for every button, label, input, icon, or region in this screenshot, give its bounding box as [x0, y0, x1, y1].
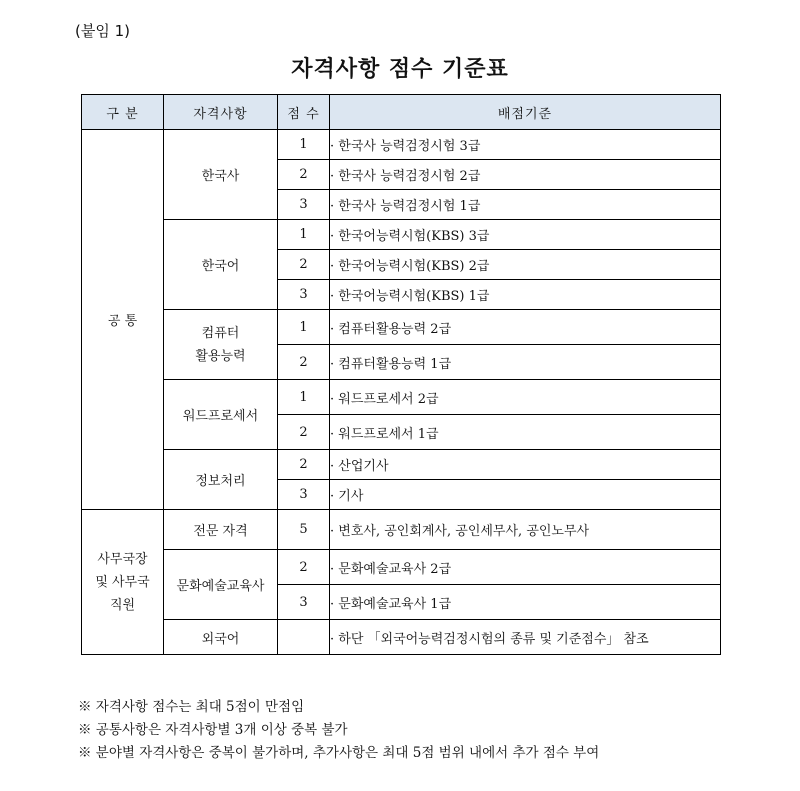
criteria-cell: · 한국사 능력검정시험 2급	[330, 160, 721, 190]
criteria-cell: · 한국어능력시험(KBS) 3급	[330, 220, 721, 250]
score-cell: 3	[278, 585, 330, 620]
table-row	[82, 620, 721, 655]
criteria-cell: · 하단 「외국어능력검정시험의 종류 및 기준점수」 참조	[330, 620, 721, 655]
score-cell: 2	[278, 160, 330, 190]
header-criteria: 배점기준	[330, 95, 721, 130]
table-row	[82, 310, 721, 345]
table-row	[82, 450, 721, 480]
category-secretariat-line2: 및 사무국	[95, 574, 150, 590]
header-category: 구 분	[82, 95, 164, 130]
criteria-cell: · 기사	[330, 480, 721, 510]
qualification-computer-line1: 컴퓨터	[201, 325, 240, 341]
criteria-cell: · 한국어능력시험(KBS) 1급	[330, 280, 721, 310]
qualification-info-processing: 정보처리	[164, 450, 278, 510]
criteria-cell: · 한국어능력시험(KBS) 2급	[330, 250, 721, 280]
page-title: 자격사항 점수 기준표	[291, 57, 509, 82]
criteria-cell: · 문화예술교육사 2급	[330, 550, 721, 585]
criteria-cell: · 문화예술교육사 1급	[330, 585, 721, 620]
score-cell: 3	[278, 280, 330, 310]
score-cell	[278, 620, 330, 655]
table-row	[82, 130, 721, 160]
criteria-cell: · 변호사, 공인회계사, 공인세무사, 공인노무사	[330, 510, 721, 550]
category-common: 공 통	[82, 130, 164, 510]
criteria-cell: · 워드프로세서 2급	[330, 380, 721, 415]
qualification-professional: 전문 자격	[164, 510, 278, 550]
qualification-computer	[164, 310, 278, 380]
criteria-cell: · 한국사 능력검정시험 3급	[330, 130, 721, 160]
category-secretariat	[82, 510, 164, 655]
table-row	[82, 220, 721, 250]
category-secretariat-line1: 사무국장	[97, 551, 148, 567]
header-score: 점 수	[278, 95, 330, 130]
note-item: ※ 공통사항은 자격사항별 3개 이상 중복 불가	[78, 722, 348, 738]
qualification-arts-educator: 문화예술교육사	[164, 550, 278, 620]
table-header-row	[82, 95, 721, 130]
criteria-cell: · 워드프로세서 1급	[330, 415, 721, 450]
note-item: ※ 자격사항 점수는 최대 5점이 만점임	[78, 699, 305, 715]
score-cell: 5	[278, 510, 330, 550]
criteria-cell: · 한국사 능력검정시험 1급	[330, 190, 721, 220]
score-cell: 1	[278, 380, 330, 415]
criteria-cell: · 컴퓨터활용능력 1급	[330, 345, 721, 380]
table-row	[82, 380, 721, 415]
score-cell: 1	[278, 220, 330, 250]
qualification-korean-history: 한국사	[164, 130, 278, 220]
score-cell: 2	[278, 550, 330, 585]
criteria-cell: · 산업기사	[330, 450, 721, 480]
table-row	[82, 550, 721, 585]
qualification-computer-line2: 활용능력	[195, 348, 246, 364]
qualification-korean-language: 한국어	[164, 220, 278, 310]
score-cell: 3	[278, 190, 330, 220]
qualification-score-table	[81, 94, 721, 655]
score-cell: 2	[278, 415, 330, 450]
category-secretariat-line3: 직원	[109, 597, 136, 613]
table-row	[82, 510, 721, 550]
notes	[78, 696, 599, 765]
score-cell: 2	[278, 450, 330, 480]
score-cell: 2	[278, 250, 330, 280]
header-qualification: 자격사항	[164, 95, 278, 130]
qualification-word-processor: 워드프로세서	[164, 380, 278, 450]
attachment-label: (붙임 1)	[75, 22, 130, 40]
criteria-cell: · 컴퓨터활용능력 2급	[330, 310, 721, 345]
note-item: ※ 분야별 자격사항은 중복이 불가하며, 추가사항은 최대 5점 범위 내에서 추가 점수 부여	[78, 745, 600, 761]
score-cell: 1	[278, 130, 330, 160]
score-cell: 2	[278, 345, 330, 380]
qualification-foreign-language: 외국어	[164, 620, 278, 655]
score-cell: 1	[278, 310, 330, 345]
score-cell: 3	[278, 480, 330, 510]
